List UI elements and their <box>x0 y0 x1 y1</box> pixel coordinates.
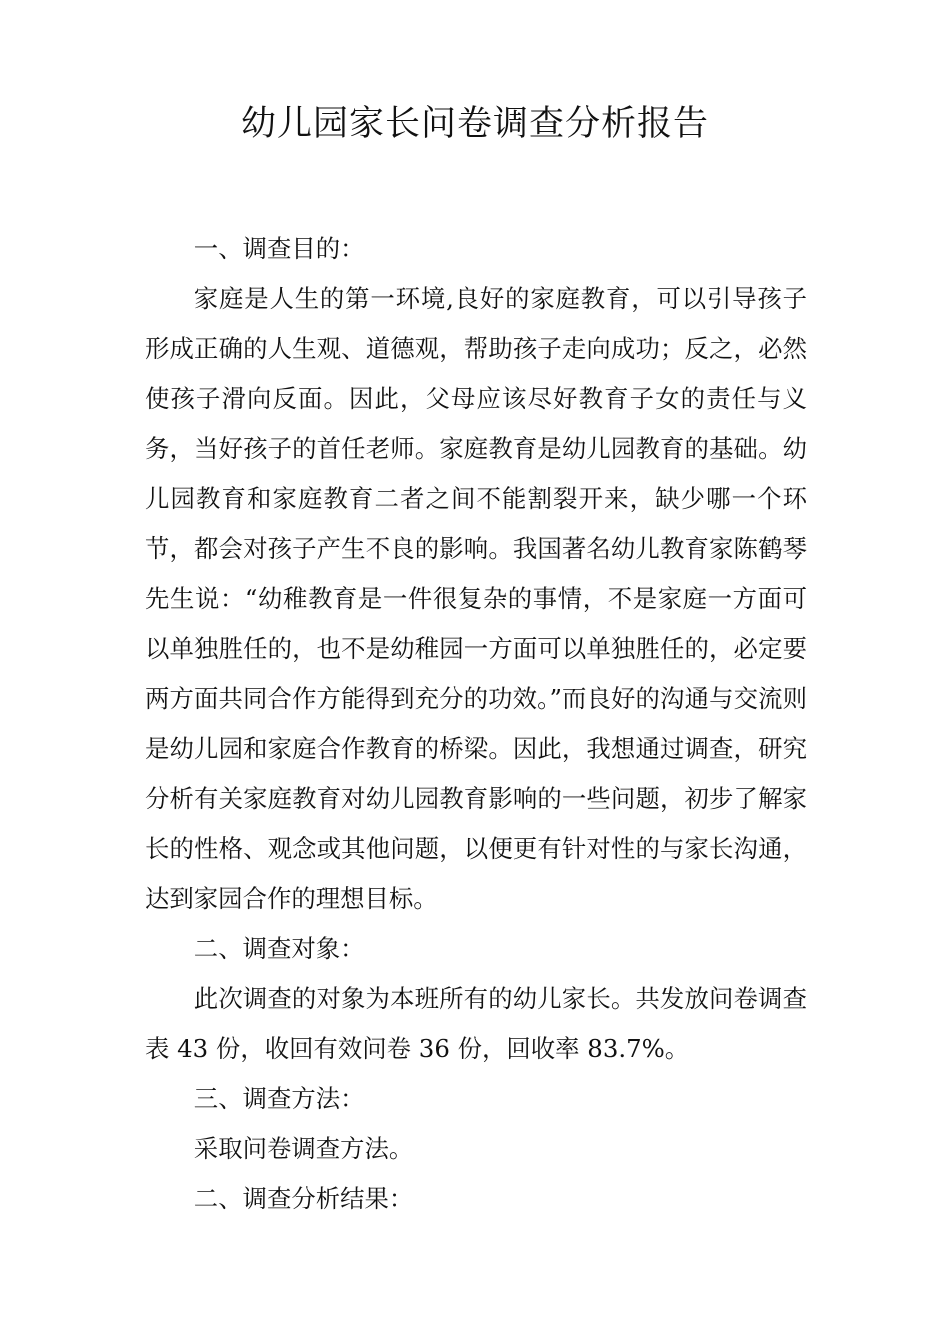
document-title: 幼儿园家长问卷调查分析报告 <box>240 104 709 144</box>
method-heading: 三、调查方法： <box>193 1084 365 1113</box>
purpose-heading: 一、调查目的： <box>193 234 365 263</box>
subjects-paragraph: 此次调查的对象为本班所有的幼儿家长。共发放问卷调查表 43 份，收回有效问卷 36 份，回收率 83.7%。 <box>145 984 807 1063</box>
method-paragraph: 采取问卷调查方法。 <box>193 1134 414 1163</box>
subjects-heading: 二、调查对象： <box>193 934 365 963</box>
document-body <box>145 224 807 1224</box>
purpose-paragraph: 家庭是人生的第一环境,良好的家庭教育，可以引导孩子形成正确的人生观、道德观，帮助孩子走向成功；反之，必然使孩子滑向反面。因此，父母应该尽好教育子女的责任与义务，当好孩子的首任老师。家庭教育是幼儿园教育的基础。幼儿园教育和家庭教育二者之间不能割裂开来，缺少哪一个环节，都会对孩子产生不良的影响。我国著名幼儿教育家陈鹤琴先生说：“幼稚教育是一件很复杂的事情，不是家庭一方面可以单独胜任的，也不是幼稚园一方面可以单独胜任的，必定要两方面共同合作方能得到充分的功效。”而良好的沟通与交流则是幼儿园和家庭合作教育的桥梁。因此，我想通过调查，研究分析有关家庭教育对幼儿园教育影响的一些问题，初步了解家长的性格、观念或其他问题，以便更有针对性的与家长沟通，达到家园合作的理想目标。 <box>145 284 807 913</box>
results-heading: 二、调查分析结果： <box>193 1184 414 1213</box>
